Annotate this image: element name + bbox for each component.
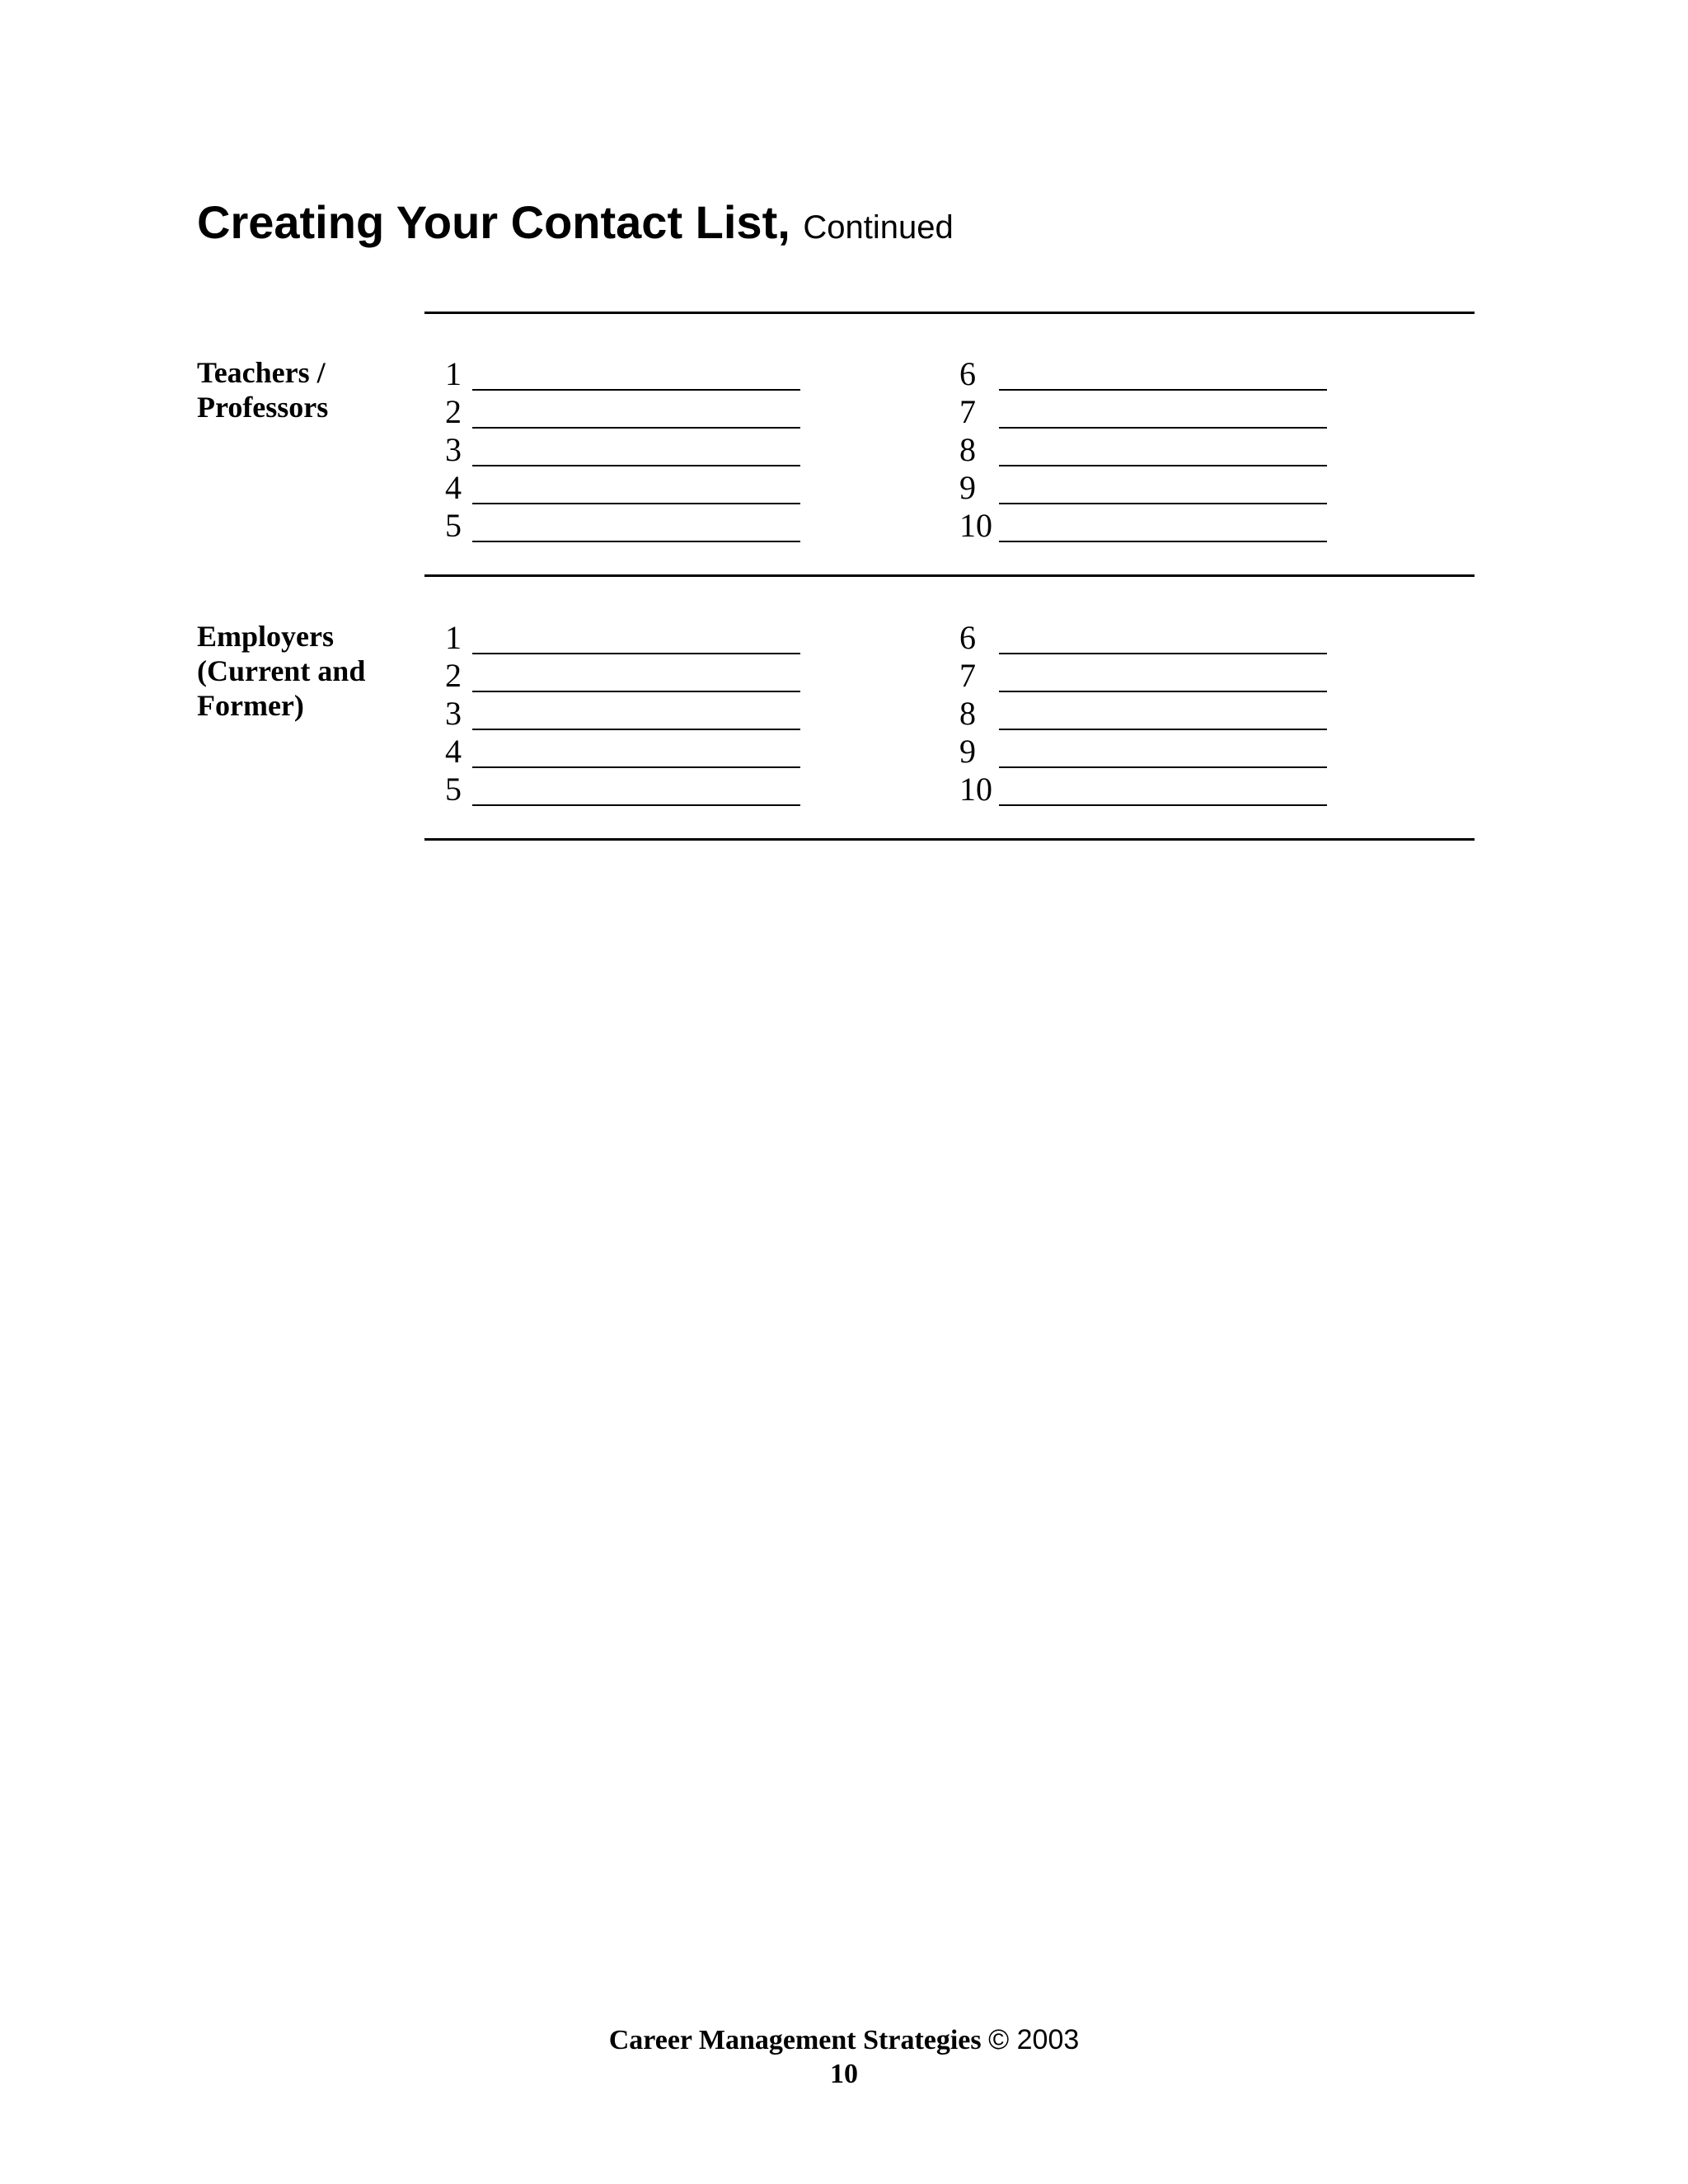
- contact-entry: [445, 507, 802, 545]
- entry-number: 4: [445, 733, 462, 770]
- section-label-line: Professors: [197, 391, 329, 424]
- entry-blank-line[interactable]: [472, 503, 800, 504]
- page-title-suffix: Continued: [803, 209, 954, 246]
- section-divider: [424, 838, 1475, 841]
- contact-entry: [445, 355, 802, 393]
- entry-number: 7: [959, 657, 976, 694]
- section-label-line: Former): [197, 689, 304, 722]
- section-label: [197, 355, 411, 424]
- entry-blank-line[interactable]: [999, 766, 1327, 768]
- section-label: [197, 619, 411, 723]
- entry-blank-line[interactable]: [472, 804, 800, 806]
- entry-number: 1: [445, 619, 462, 656]
- contact-entry: [959, 507, 1329, 545]
- contact-entry: [445, 393, 802, 431]
- entry-blank-line[interactable]: [999, 389, 1327, 391]
- entry-number: 4: [445, 469, 462, 506]
- entry-number: 6: [959, 619, 976, 656]
- entry-number: 1: [445, 355, 462, 392]
- entry-number: 10: [959, 507, 992, 544]
- contact-entry: [959, 469, 1329, 507]
- entry-number: 3: [445, 431, 462, 468]
- entry-blank-line[interactable]: [999, 804, 1327, 806]
- entry-number: 9: [959, 733, 976, 770]
- entry-blank-line[interactable]: [999, 691, 1327, 692]
- entry-number: 10: [959, 771, 992, 808]
- contact-entry: [959, 431, 1329, 469]
- contact-entry: [959, 355, 1329, 393]
- entry-blank-line[interactable]: [999, 653, 1327, 654]
- footer-text: Career Management Strategies: [608, 2025, 982, 2055]
- entry-number: 8: [959, 695, 976, 732]
- entry-blank-line[interactable]: [472, 427, 800, 429]
- contact-entry: [959, 393, 1329, 431]
- entry-blank-line[interactable]: [472, 729, 800, 730]
- page-title: [197, 194, 954, 255]
- entry-blank-line[interactable]: [999, 427, 1327, 429]
- entry-blank-line[interactable]: [472, 389, 800, 391]
- contact-entry: [445, 733, 802, 771]
- entry-number: 5: [445, 771, 462, 808]
- contact-entry: [445, 695, 802, 733]
- entry-blank-line[interactable]: [999, 729, 1327, 730]
- section-divider: [424, 574, 1475, 577]
- entry-blank-line[interactable]: [999, 541, 1327, 542]
- contact-entry: [959, 733, 1329, 771]
- section-label-line: Teachers /: [197, 356, 326, 389]
- entry-blank-line[interactable]: [472, 541, 800, 542]
- contact-entry: [445, 469, 802, 507]
- entry-number: 5: [445, 507, 462, 544]
- entry-number: 2: [445, 393, 462, 430]
- entry-blank-line[interactable]: [472, 691, 800, 692]
- entry-number: 2: [445, 657, 462, 694]
- section-label-line: (Current and: [197, 654, 366, 687]
- section-label-line: Employers: [197, 620, 334, 653]
- contact-entry: [959, 619, 1329, 657]
- contact-entry: [959, 657, 1329, 695]
- contact-entry: [445, 771, 802, 808]
- footer-credit: [0, 2022, 1688, 2058]
- contact-entry: [959, 695, 1329, 733]
- section-divider: [424, 312, 1475, 314]
- contact-entry: [445, 657, 802, 695]
- contact-entry: [445, 619, 802, 657]
- entry-blank-line[interactable]: [472, 653, 800, 654]
- page-number: 10: [830, 2059, 858, 2089]
- page-title-main: Creating Your Contact List,: [197, 196, 790, 248]
- entry-blank-line[interactable]: [472, 465, 800, 466]
- contact-entry: [445, 431, 802, 469]
- entry-number: 6: [959, 355, 976, 392]
- entry-number: 3: [445, 695, 462, 732]
- entry-number: 8: [959, 431, 976, 468]
- footer-copyright: © 2003: [988, 2024, 1080, 2055]
- entry-blank-line[interactable]: [472, 766, 800, 768]
- entry-number: 7: [959, 393, 976, 430]
- entry-blank-line[interactable]: [999, 465, 1327, 466]
- entry-blank-line[interactable]: [999, 503, 1327, 504]
- entry-number: 9: [959, 469, 976, 506]
- contact-entry: [959, 771, 1329, 808]
